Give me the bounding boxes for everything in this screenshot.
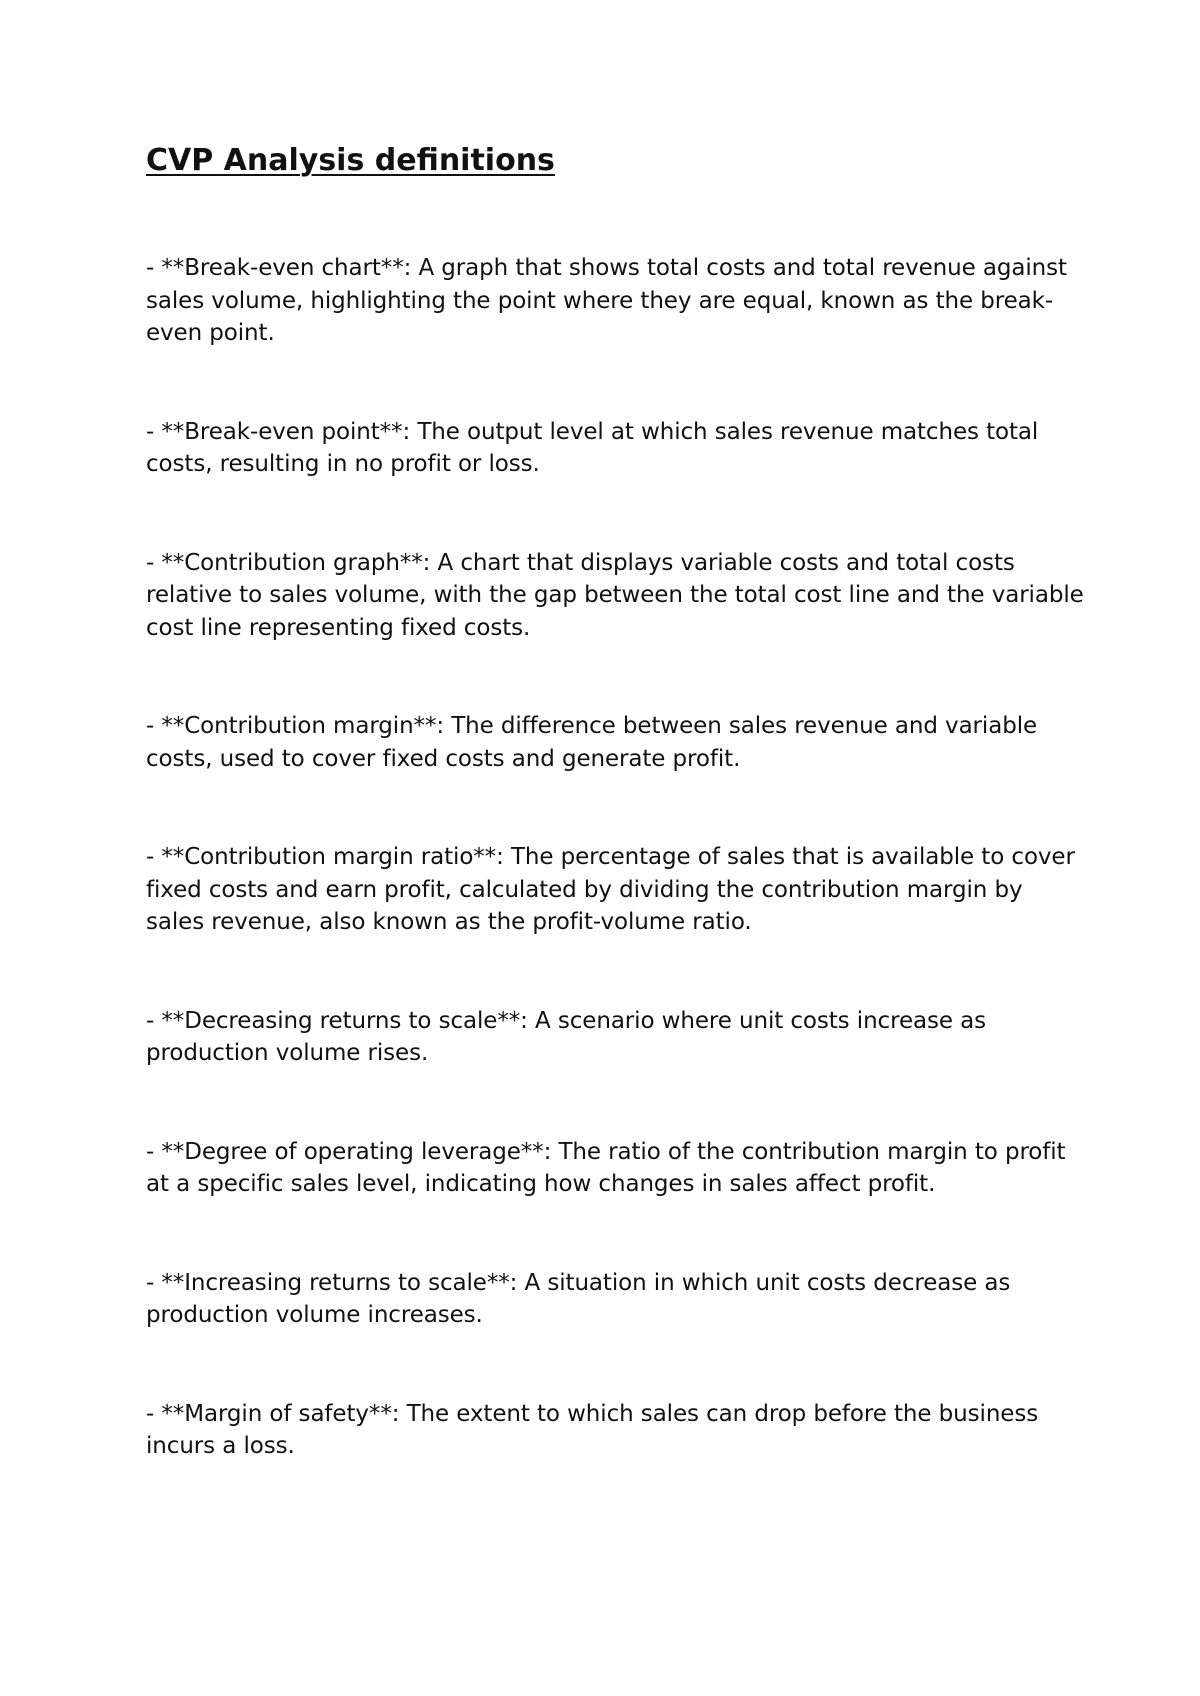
definition-item: - **Contribution margin ratio**: The percentage of sales that is available to cover fixed costs and earn profit, calculated by dividing the contribution margin by sales revenue, also known as the profit-volume ratio. bbox=[146, 844, 1075, 935]
definition-list bbox=[146, 252, 1086, 1463]
definition-item: - **Margin of safety**: The extent to which sales can drop before the business incurs a loss. bbox=[146, 1400, 1039, 1459]
definition-item: - **Break-even point**: The output level at which sales revenue matches total costs, resulting in no profit or loss. bbox=[146, 418, 1039, 477]
document-page bbox=[146, 140, 1086, 1529]
definition-item: - **Break-even chart**: A graph that shows total costs and total revenue against sales volume, highlighting the point where they are equal, known as the break-even point. bbox=[146, 255, 1067, 346]
definition-item: - **Increasing returns to scale**: A situation in which unit costs decrease as production volume increases. bbox=[146, 1269, 1011, 1328]
definition-item: - **Contribution margin**: The difference between sales revenue and variable costs, used to cover fixed costs and generate profit. bbox=[146, 713, 1038, 772]
definition-item: - **Decreasing returns to scale**: A scenario where unit costs increase as production volume rises. bbox=[146, 1007, 987, 1066]
definition-item: - **Degree of operating leverage**: The ratio of the contribution margin to profit at a specific sales level, indicating how changes in sales affect profit. bbox=[146, 1138, 1066, 1197]
definition-item: - **Contribution graph**: A chart that displays variable costs and total costs relative to sales volume, with the gap between the total cost line and the variable cost line representing fixed costs. bbox=[146, 549, 1084, 641]
document-title: CVP Analysis definitions bbox=[146, 143, 555, 178]
